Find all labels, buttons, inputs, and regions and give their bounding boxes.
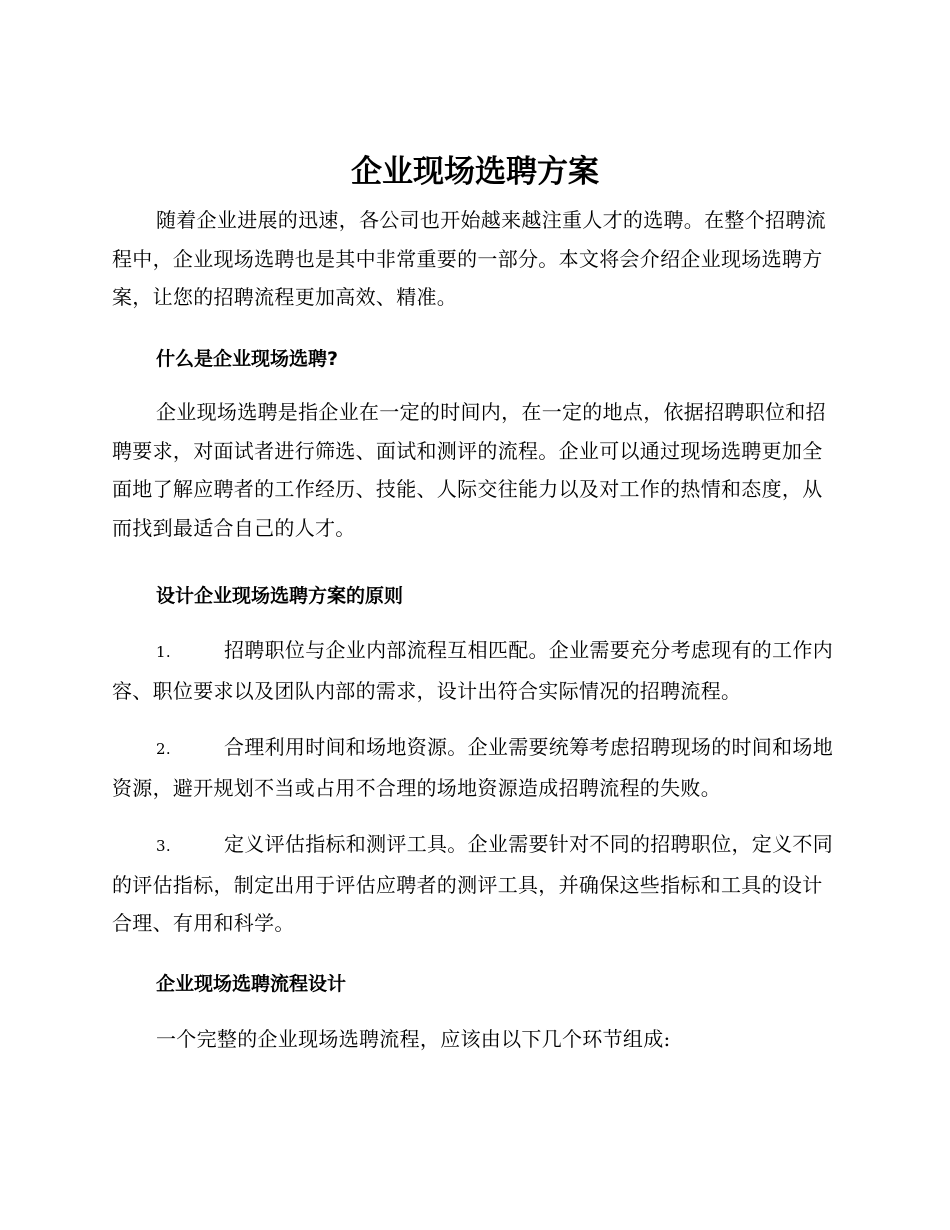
list-item-text: 招聘职位与企业内部流程互相匹配。企业需要充分考虑现有的工作内容、职位要求以及团队内部的需求，设计出符合实际情况的招聘流程。 — [112, 638, 833, 703]
list-item-text: 定义评估指标和测评工具。企业需要针对不同的招聘职位，定义不同的评估指标，制定出用于评估应聘者的测评工具，并确保这些指标和工具的设计合理、有用和科学。 — [112, 832, 833, 935]
definition-paragraph: 企业现场选聘是指企业在一定的时间内，在一定的地点，依据招聘职位和招聘要求，对面试者进行筛选、面试和测评的流程。企业可以通过现场选聘更加全面地了解应聘者的工作经历、技能、人际交往能力以及对工作的热情和态度，从而找到最适合自己的人才。 — [112, 400, 826, 540]
list-item — [112, 728, 834, 807]
list-item-number: 2. — [156, 740, 171, 758]
list-item-text: 合理利用时间和场地资源。企业需要统筹考虑招聘现场的时间和场地资源，避开规划不当或占用不合理的场地资源造成招聘流程的失败。 — [112, 735, 833, 800]
list-item — [112, 825, 834, 943]
list-item — [112, 631, 834, 710]
section-heading-what-is: 什么是企业现场选聘? — [156, 348, 339, 370]
intro-paragraph: 随着企业进展的迅速，各公司也开始越来越注重人才的选聘。在整个招聘流程中，企业现场选聘也是其中非常重要的一部分。本文将会介绍企业现场选聘方案，让您的招聘流程更加高效、精准。 — [112, 208, 826, 309]
process-intro-paragraph: 一个完整的企业现场选聘流程，应该由以下几个环节组成: — [156, 1027, 671, 1051]
section-heading-principles: 设计企业现场选聘方案的原则 — [156, 585, 404, 607]
list-item-number: 1. — [156, 643, 171, 661]
list-item-number: 3. — [156, 837, 171, 855]
document-title: 企业现场选聘方案 — [351, 154, 599, 190]
section-heading-process: 企业现场选聘流程设计 — [156, 973, 347, 995]
